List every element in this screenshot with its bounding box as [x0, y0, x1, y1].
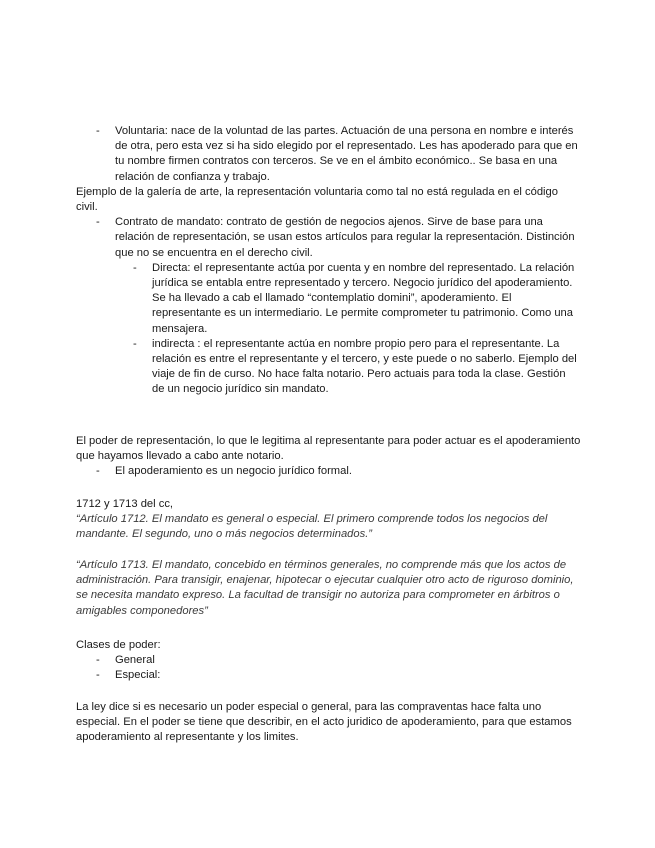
articulos-section: [76, 497, 581, 543]
voluntaria-text: Voluntaria: nace de la voluntad de las partes. Actuación de una persona en nombre e interés de otra, pero esta vez si ha sido elegido por el representado. Les has apoderado para que en tu nombre firmen contratos con terceros. Se ve en el ámbito económico.. Se basa en una relación de confianza y trabajo.: [115, 125, 578, 183]
apoderamiento-formal-text: El apoderamiento es un negocio jurídico formal.: [115, 465, 352, 478]
articulos-reference: 1712 y 1713 del cc,: [76, 498, 174, 510]
ley-dice-section: [76, 700, 581, 746]
clase-especial-text: Especial:: [115, 669, 161, 682]
bullet-dash: -: [96, 654, 100, 667]
clase-general-text: General: [115, 654, 155, 667]
bullet-dash: -: [96, 216, 100, 229]
clases-heading: Clases de poder:: [76, 639, 161, 651]
ley-dice-paragraph: La ley dice si es necesario un poder especial o general, para las compraventas hace falta uno especial. En el poder se tiene que describir, en el acto juridico de apoderamiento, para que estamos apoderamiento al representante y los limites.: [76, 701, 572, 744]
bullet-dash: -: [133, 337, 137, 350]
list-item-clase: [76, 668, 581, 683]
poder-representacion-section: [76, 434, 581, 480]
list-item-clase: [76, 653, 581, 668]
ejemplo-galeria-paragraph: Ejemplo de la galería de arte, la representación voluntaria como tal no está regulada en el código civil.: [76, 185, 558, 214]
list-item-indirecta: [76, 337, 581, 398]
contrato-mandato-text: Contrato de mandato: contrato de gestión de negocios ajenos. Sirve de base para una relación de representación, se usan estos artículos para regular la representación. Distinción que no se encuentra en el derecho civil.: [115, 216, 575, 259]
indirecta-text: indirecta : el representante actúa en nombre propio pero para el representante. La relación es entre el representante y el tercero, y este puede o no saberlo. Ejemplo del viaje de fin de curso. No hace falta notario. Pero actuais para toda la clase. Gestión de un negocio jurídico sin mandato.: [152, 337, 577, 396]
bullet-dash: -: [133, 261, 137, 274]
list-item-voluntaria: [76, 124, 581, 185]
bullet-dash: -: [96, 465, 100, 478]
clases-poder-section: [76, 638, 581, 684]
directa-text: Directa: el representante actúa por cuenta y en nombre del representado. La relación jurídica se entabla entre representado y tercero. Negocio jurídico del apoderamiento. Se ha llevado a cab el llamado “contemplatio domini”, apoderamiento. El representante es un intermediario. Le permite comprometer tu patrimonio. Como una mensajera.: [152, 261, 575, 335]
articulo-1712-quote: “Artículo 1712. El mandato es general o especial. El primero comprende todos los negocios del mandante. El segundo, uno o más negocios determinados.”: [76, 513, 548, 541]
list-item-directa: [76, 261, 581, 337]
articulo-1713-quote: “Artículo 1713. El mandato, concebido en términos generales, no comprende más que los actos de administración. Para transigir, enajenar, hipotecar o ejecutar cualquier otro acto de riguroso dominio, se necesita mandato expreso. La facultad de transigir no autoriza para comprometer en árbitros o amigables componedores”: [76, 559, 574, 617]
list-item-apoderamiento-formal: [76, 464, 581, 479]
poder-representacion-paragraph: El poder de representación, lo que le legitima al representante para poder actuar es el apoderamiento que hayamos llevado a cabo ante notario.: [76, 435, 581, 463]
representation-types-section: [76, 124, 581, 398]
articulo-1713-block: [76, 558, 581, 619]
bullet-dash: -: [96, 669, 100, 682]
list-item-contrato-mandato: [76, 215, 581, 261]
bullet-dash: -: [96, 125, 100, 137]
